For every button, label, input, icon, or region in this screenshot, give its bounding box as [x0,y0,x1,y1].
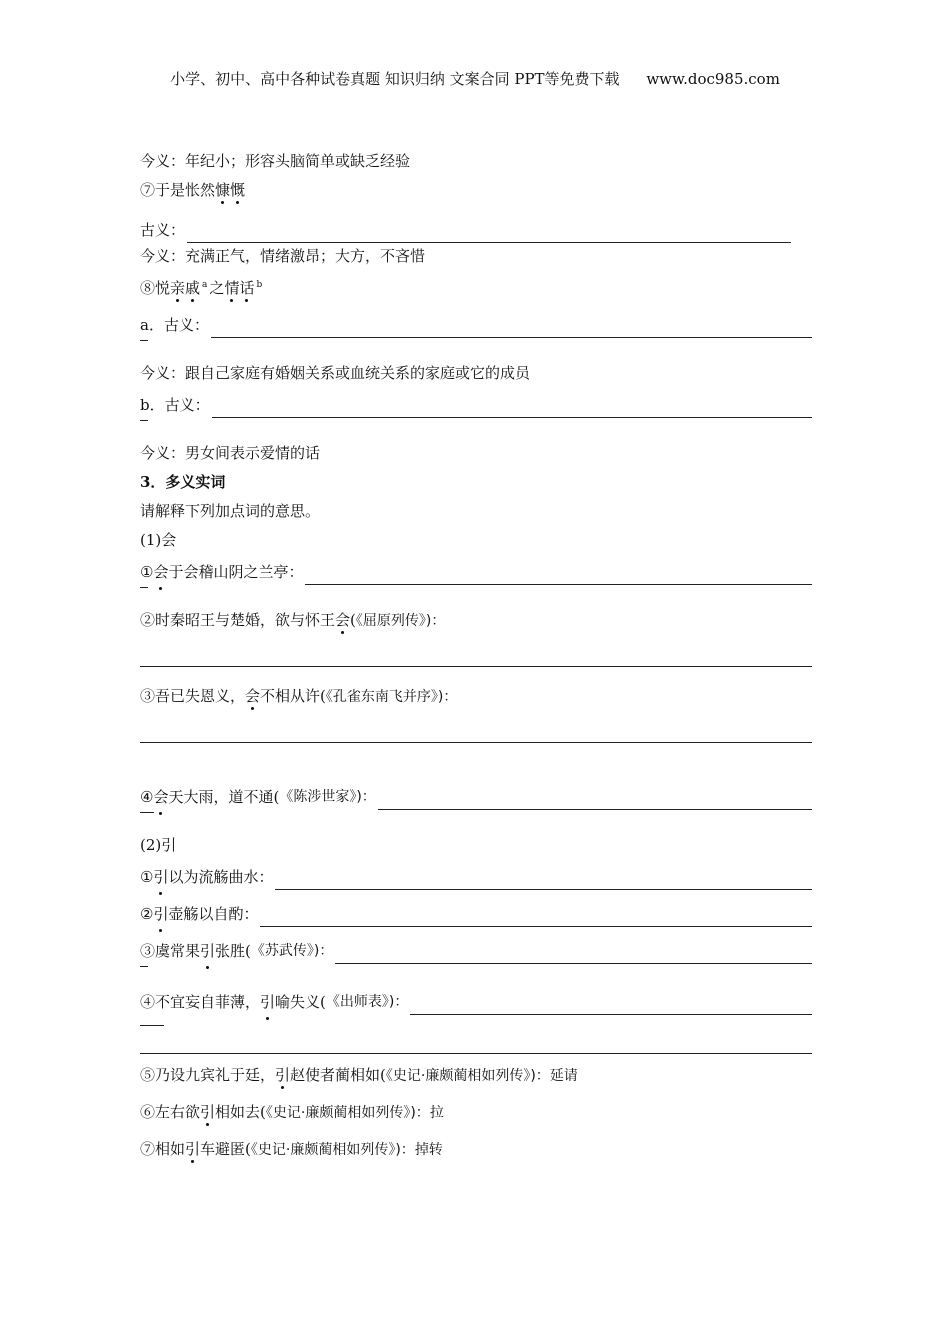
question-yin-2: ② 引 壶觞以自酌： [140,898,812,927]
question-yin-4: ④不宜妄自菲薄， 引 喻失义( 《出师表》)： [140,986,812,1015]
question-item-8: ⑧悦亲戚 $^a$ 之情话 $^b$ [140,279,263,297]
instruction: 请解释下列加点词的意思。 [140,502,321,520]
dotted-char: 引 [275,1066,291,1084]
question-yin-5: ⑤乃设九宾礼于廷，引赵使者蔺相如(《史记·廉颇蔺相如列传》)：延请 [140,1066,578,1084]
answer-blank[interactable] [378,791,812,810]
question-hui-4: ④ 会 天大雨，道不通( 《陈涉世家》)： [140,781,812,810]
answer-blank[interactable] [260,908,812,927]
question-hui-1: ① 会 于会稽山阴之兰亭： [140,556,812,585]
answer-text: 延请 [549,1068,578,1084]
question-hui-3: ③吾已失恩义，会不相从许(《孔雀东南飞并序》)： [140,687,458,705]
question-hui-2: ②时秦昭王与楚婚，欲与怀王会(《屈原列传》)： [140,611,446,629]
section-heading: 3．多义实词 [140,473,226,491]
dotted-char: 引 [260,989,275,1015]
question-yin-1: ① 引 以为流觞曲水： [140,861,812,890]
answer-line: b．古义： [140,389,812,418]
text-line: 今义：充满正气，情绪激昂；大方，不吝惜 [140,247,426,265]
document-body [140,148,812,1165]
subsection-label: (1)会 [140,531,177,549]
dotted-char: 话 [239,279,255,297]
dotted-char: 慷 [215,181,231,199]
dotted-char: 亲 [170,279,186,297]
answer-tail [140,810,812,832]
question-yin-3: ③虞常果 引 张胜( 《苏武传》)： [140,935,812,964]
dotted-char: 引 [200,938,215,964]
dotted-char: 情 [224,279,240,297]
dotted-char: 会 [245,687,261,705]
dotted-char: 引 [153,901,168,927]
answer-tail [140,418,812,440]
answer-blank[interactable] [410,996,812,1015]
dotted-char: 引 [200,1103,216,1121]
subsection-label: (2)引 [140,836,177,854]
answer-tail [140,338,812,360]
answer-blank[interactable] [187,224,791,243]
text-line: 今义：跟自己家庭有婚姻关系或血统关系的家庭或它的成员 [140,364,531,382]
answer-tail [140,964,812,986]
dotted-char: 引 [185,1140,201,1158]
answer-blank[interactable] [211,319,812,338]
header-text: 小学、初中、高中各种试卷真题 知识归纳 文案合同 PPT等免费下载 [170,70,620,88]
dotted-char: 戚 [185,279,201,297]
answer-blank[interactable] [212,399,812,418]
text-line: 今义：年纪小；形容头脑简单或缺乏经验 [140,152,411,170]
answer-line: 古义： [140,214,812,243]
header-site: www.doc985.com [646,70,780,88]
answer-tail [140,1023,812,1045]
answer-blank[interactable] [275,871,812,890]
text-line: 今义：男女间表示爱情的话 [140,444,321,462]
question-yin-7: ⑦相如引车避匿(《史记·廉颇蔺相如列传》)：掉转 [140,1140,443,1158]
answer-blank[interactable] [335,945,812,964]
dotted-char: 会 [335,611,351,629]
answer-line: a．古义： [140,309,812,338]
dotted-char: 会 [153,559,168,585]
page-header [0,68,950,89]
dotted-char: 会 [153,784,168,810]
question-yin-6: ⑥左右欲引相如去(《史记·廉颇蔺相如列传》)：拉 [140,1103,444,1121]
answer-text: 拉 [429,1105,444,1121]
answer-tail [140,585,812,607]
answer-text: 掉转 [414,1142,443,1158]
dotted-char: 慨 [230,181,246,199]
question-item-7: ⑦于是怅然慷慨 [140,181,246,199]
answer-blank[interactable] [305,566,812,585]
dotted-char: 引 [153,864,168,890]
